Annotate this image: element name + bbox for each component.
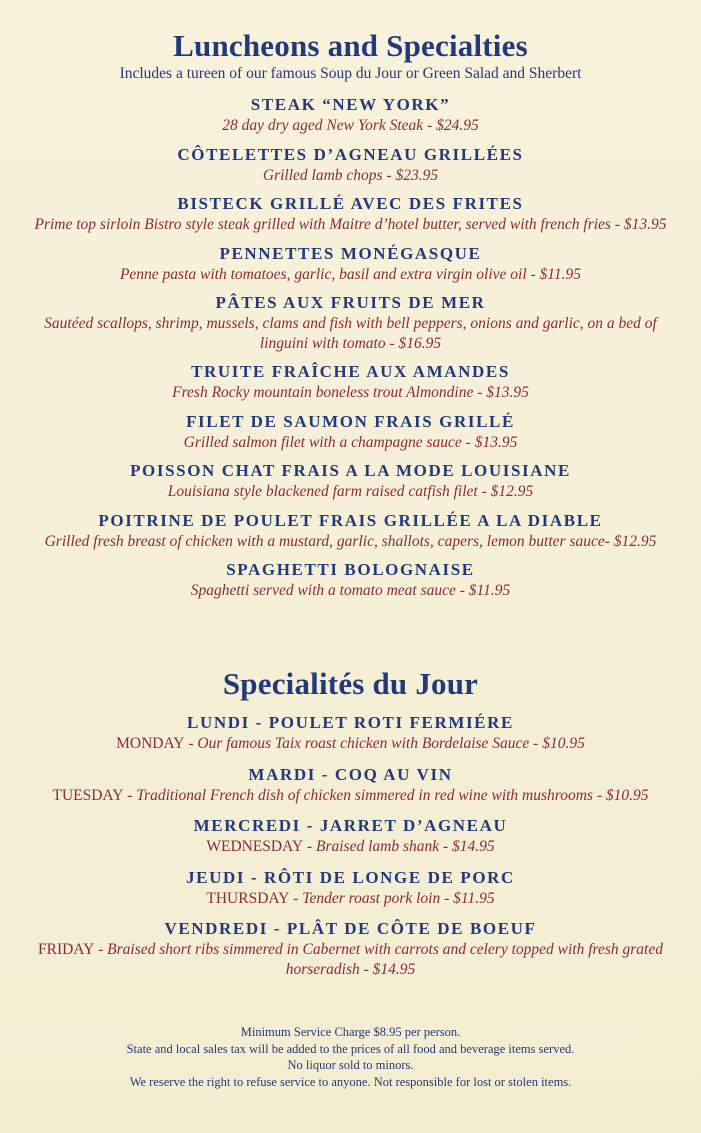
menu-item-desc: Grilled lamb chops - $23.95 [262, 166, 439, 184]
daily-special-name: LUNDI - POULET ROTI FERMIÉRE [187, 713, 514, 732]
daily-special [0, 763, 701, 806]
day-label: THURSDAY [206, 889, 290, 907]
daily-special-desc: - Tender roast pork loin - $11.95 [289, 889, 495, 907]
menu-item-name: POITRINE DE POULET FRAIS GRILLÉE A LA DIABLE [98, 510, 603, 530]
daily-special [0, 711, 701, 754]
jour-list [0, 711, 701, 988]
menu-item-name: PÂTES AUX FRUITS DE MER [215, 293, 486, 312]
daily-special-desc: - Braised short ribs simmered in Cabernet with carrots and celery topped with fresh grated horseradish - $14.95 [94, 941, 663, 978]
menu-item-desc: Louisiana style blackened farm raised catfish filet - $12.95 [167, 483, 534, 500]
menu-item-desc: Spaghetti served with a tomato meat sauce - $11.95 [190, 582, 511, 599]
section-title-luncheons: Luncheons and Specialties [173, 28, 528, 63]
menu-item [0, 143, 701, 186]
menu-item [0, 291, 701, 353]
menu-item [0, 93, 701, 136]
footer-line: No liquor sold to minors. [287, 1058, 414, 1072]
daily-special-name: JEUDI - RÔTI DE LONGE DE PORC [186, 867, 515, 887]
daily-special-desc: - Braised lamb shank - $14.95 [303, 838, 495, 855]
day-label: WEDNESDAY [206, 838, 304, 855]
menu-item-desc: Grilled fresh breast of chicken with a mustard, garlic, shallots, capers, lemon butter sauce- $12.95 [44, 532, 657, 550]
menu-item-name: STEAK “NEW YORK” [250, 95, 451, 114]
menu-item [0, 192, 701, 235]
menu-item-desc: Grilled salmon filet with a champagne sauce - $13.95 [183, 433, 518, 451]
menu-item-desc: Fresh Rocky mountain boneless trout Almondine - $13.95 [172, 384, 529, 401]
menu-item-name: POISSON CHAT FRAIS A LA MODE LOUISIANE [130, 461, 571, 480]
daily-special-desc: - Traditional French dish of chicken simmered in red wine with mushrooms - $10.95 [123, 786, 649, 804]
section-title-jour: Specialités du Jour [222, 666, 479, 701]
luncheons-subtitle: Includes a tureen of our famous Soup du Jour or Green Salad and Sherbert [119, 65, 582, 82]
menu-item-desc: Penne pasta with tomatoes, garlic, basil and extra virgin olive oil - $11.95 [119, 265, 582, 283]
menu-item [0, 558, 701, 601]
daily-special [0, 814, 701, 857]
menu-item [0, 410, 701, 453]
daily-special-name: MERCREDI - JARRET D’AGNEAU [193, 816, 508, 835]
menu-item-name: CÔTELETTES D’AGNEAU GRILLÉES [177, 144, 524, 164]
footer-line: Minimum Service Charge $8.95 per person. [240, 1025, 461, 1039]
menu-item-name: FILET DE SAUMON FRAIS GRILLÉ [186, 411, 515, 431]
daily-special-name: VENDREDI - PLÂT DE CÔTE DE BOEUF [164, 919, 537, 938]
footer-line: State and local sales tax will be added to the prices of all food and beverage items served. [126, 1041, 575, 1056]
menu-item-name: PENNETTES MONÉGASQUE [219, 243, 482, 263]
footer-line: We reserve the right to refuse service to anyone. Not responsible for lost or stolen items. [129, 1074, 572, 1089]
menu-item-desc: Prime top sirloin Bistro style steak grilled with Maitre d’hotel butter, served with french fries - $13.95 [34, 216, 667, 233]
menu-item [0, 459, 701, 502]
menu-item-desc: 28 day dry aged New York Steak - $24.95 [222, 117, 479, 134]
menu-item-name: BISTECK GRILLÉ AVEC DES FRITES [177, 194, 524, 213]
menu-item-name: SPAGHETTI BOLOGNAISE [226, 560, 475, 579]
day-label: MONDAY [116, 735, 185, 752]
menu-item-desc: Sautéed scallops, shrimp, mussels, clams and fish with bell peppers, onions and garlic, on a bed of linguini with tomato - $16.95 [44, 315, 657, 352]
daily-special-name: MARDI - COQ AU VIN [248, 764, 453, 784]
menu-item [0, 360, 701, 403]
day-label: FRIDAY [37, 941, 95, 958]
luncheons-list [0, 93, 701, 608]
daily-special [0, 866, 701, 909]
footer-notes [0, 1024, 701, 1090]
daily-special [0, 917, 701, 979]
daily-special-desc: - Our famous Taix roast chicken with Bordelaise Sauce - $10.95 [184, 735, 585, 752]
menu-item [0, 509, 701, 552]
menu-item-name: TRUITE FRAÎCHE AUX AMANDES [191, 362, 510, 381]
menu-item [0, 242, 701, 285]
day-label: TUESDAY [52, 786, 124, 804]
